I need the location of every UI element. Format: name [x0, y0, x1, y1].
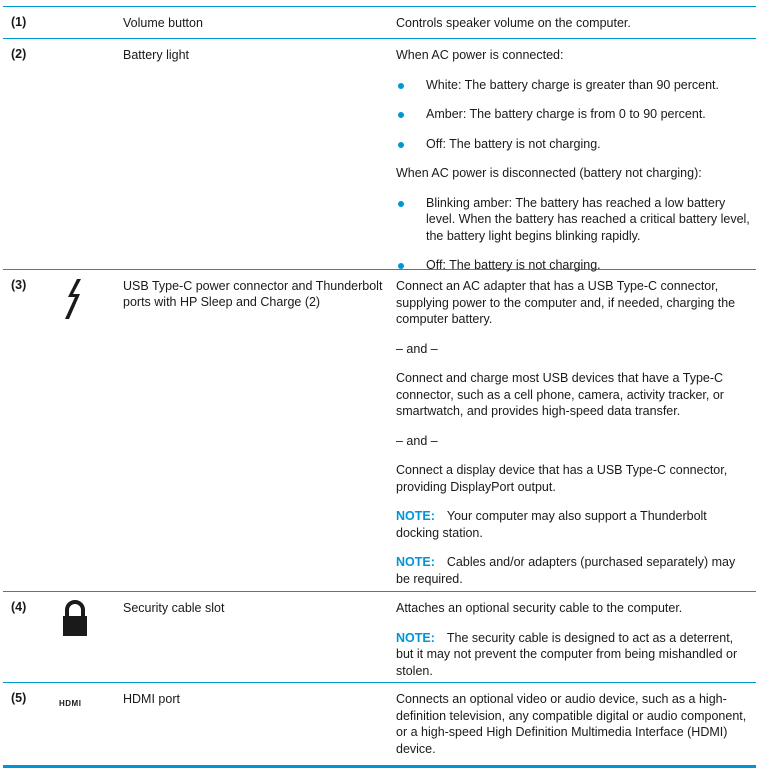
hdmi-logo-text: HDMI [59, 699, 82, 708]
row-number: (4) [11, 600, 27, 614]
component-description [396, 691, 751, 770]
note-label: NOTE: [396, 509, 435, 523]
note-text: Cables and/or adapters (purchased separately) may be required. [396, 555, 736, 586]
description-text: Attaches an optional security cable to the computer. [396, 601, 683, 615]
table-row-volume [3, 7, 756, 39]
description-text: When AC power is connected: [396, 48, 564, 62]
description-text: When AC power is disconnected (battery not charging): [396, 166, 702, 180]
bullet-text: Amber: The battery charge is from 0 to 90 percent. [426, 107, 706, 121]
description-text: Connects an optional video or audio device, such as a high-definition television, any compatible digital or audio component, or a high-speed High Definition Multimedia Interface (HDMI) device. [396, 692, 747, 756]
bullet-text: White: The battery charge is greater than 90 percent. [426, 77, 719, 92]
note-label: NOTE: [396, 630, 435, 645]
bullet-dot-icon [398, 142, 404, 148]
note-text: The security cable is designed to act as a deterrent, but it may not prevent the computer from being mishandled or stolen. [396, 630, 738, 678]
component-description [396, 47, 751, 287]
description-text: Controls speaker volume on the computer. [396, 16, 631, 30]
component-description [396, 600, 751, 692]
bullet-item [396, 136, 751, 153]
component-name: Security cable slot [123, 601, 225, 615]
bullet-list [396, 195, 751, 274]
row-number: (3) [11, 278, 27, 292]
bullet-item [396, 195, 751, 245]
description-text: Connect a display device that has a USB Type-C connector, providing DisplayPort output. [396, 463, 728, 494]
note [396, 508, 751, 541]
component-name: HDMI port [123, 692, 180, 706]
bullet-item [396, 77, 751, 94]
table-row-battery-light [3, 39, 756, 270]
hdmi-icon [47, 689, 97, 708]
note [396, 630, 751, 680]
bullet-dot-icon [398, 201, 404, 207]
bullet-list [396, 77, 751, 153]
component-name: USB Type-C power connector and Thunderbolt ports with HP Sleep and Charge (2) [123, 279, 383, 309]
bullet-text: Off: The battery is not charging. [426, 258, 601, 272]
table-row-hdmi [3, 683, 756, 759]
row-number: (1) [11, 15, 27, 29]
component-name: Battery light [123, 48, 190, 62]
lock-icon [47, 598, 97, 643]
note-label: NOTE: [396, 555, 435, 569]
row-number: (2) [11, 47, 27, 61]
description-text: Connect and charge most USB devices that have a Type-C connector, such as a cell phone, camera, activity tracker, or smartwatch, and provides high-speed data transfer. [396, 371, 724, 418]
bullet-dot-icon [398, 83, 404, 89]
row-number: (5) [11, 691, 27, 705]
description-text: Connect an AC adapter that has a USB Type-C connector, supplying power to the computer and, if needed, charging the computer battery. [396, 279, 736, 326]
thunderbolt-icon [47, 276, 97, 327]
bullet-item [396, 106, 751, 123]
component-description [396, 278, 751, 600]
bullet-text: Blinking amber: The battery has reached a low battery level. When the battery has reached a critical battery level, the battery light begins blinking rapidly. [426, 195, 750, 243]
bullet-text: Off: The battery is not charging. [426, 136, 601, 151]
bullet-dot-icon [398, 112, 404, 118]
table-row-usb-c [3, 270, 756, 592]
table-bottom-rule [3, 765, 756, 768]
spec-table [3, 6, 756, 759]
note-text: Your computer may also support a Thunderbolt docking station. [396, 509, 707, 540]
note [396, 554, 751, 587]
table-row-security-slot [3, 592, 756, 683]
bullet-dot-icon [398, 263, 404, 269]
description-text: – and – [396, 433, 438, 448]
component-name: Volume button [123, 16, 203, 30]
description-text: – and – [396, 341, 438, 356]
